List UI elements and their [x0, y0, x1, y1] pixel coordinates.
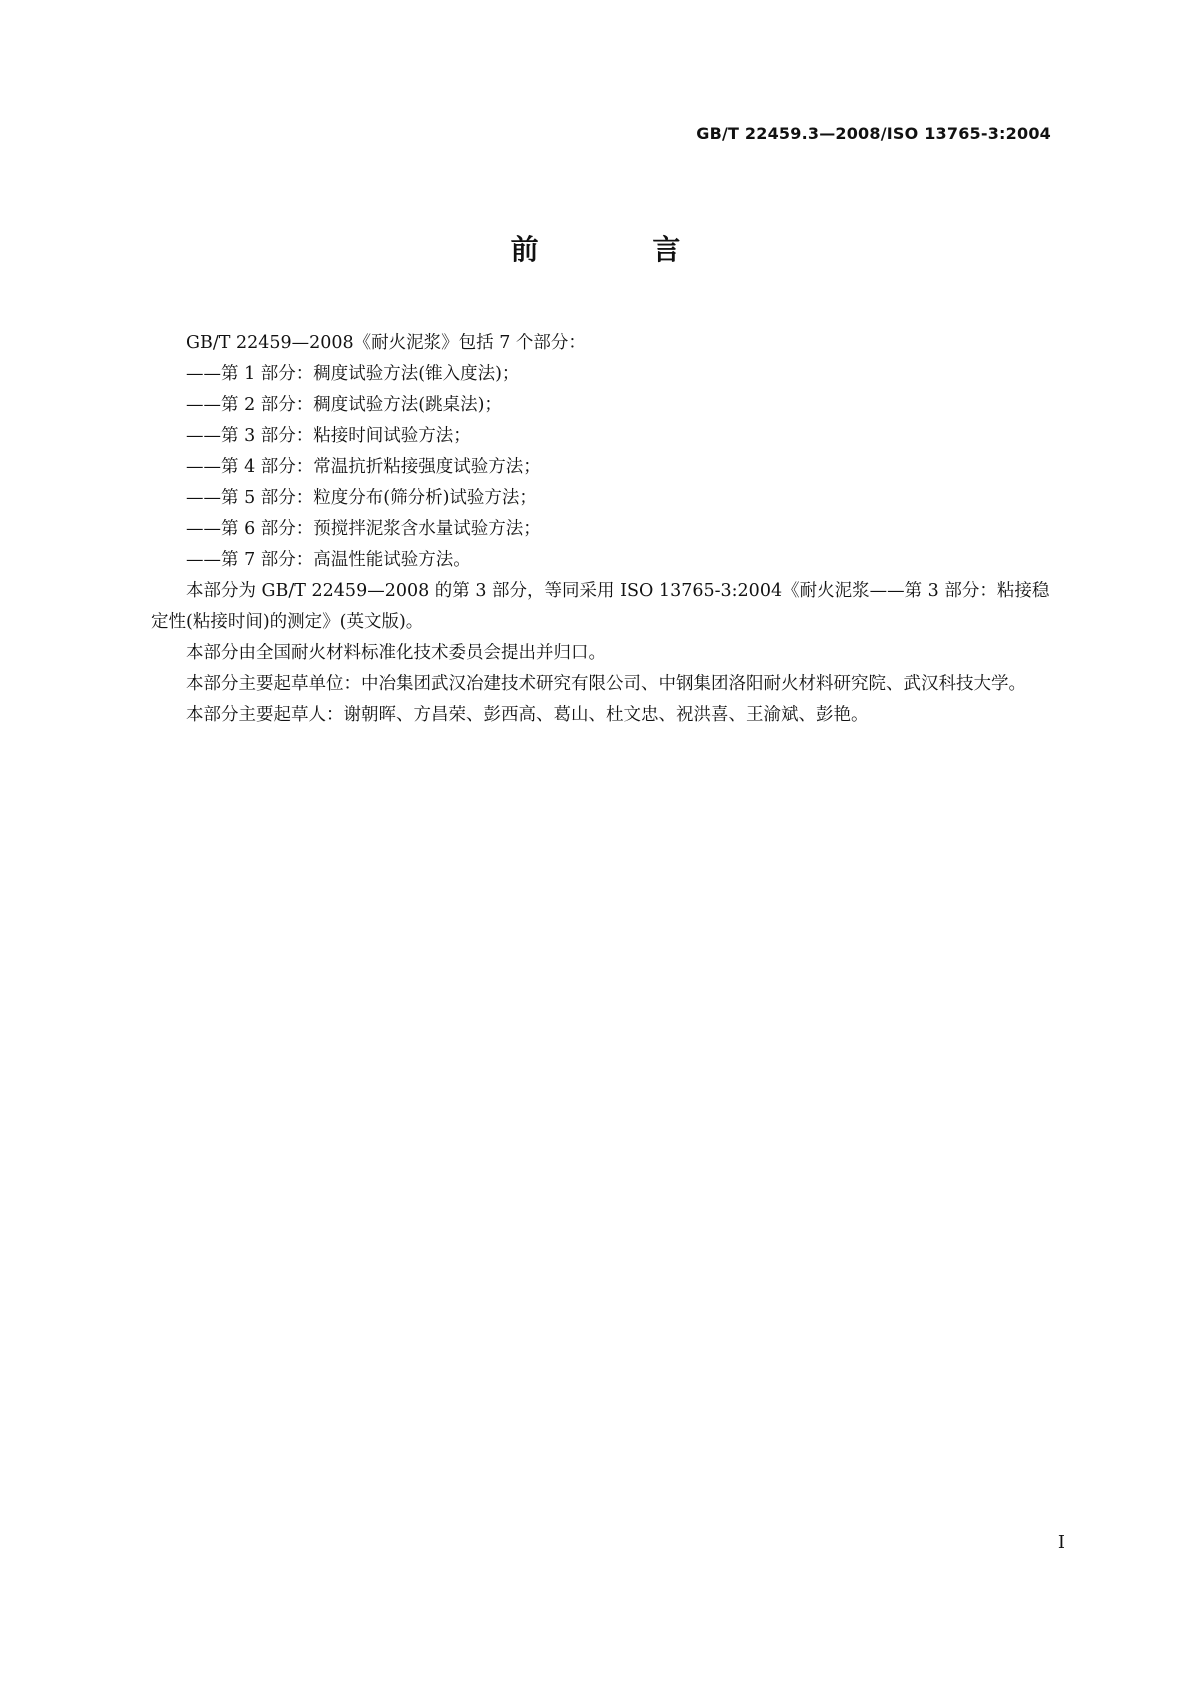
page-title: 前 言	[510, 233, 733, 266]
intro-paragraph: GB/T 22459—2008《耐火泥浆》包括 7 个部分：	[186, 333, 586, 353]
part-list-item: ——第 1 部分：稠度试验方法(锥入度法)；	[186, 364, 520, 384]
part-list-item: ——第 3 部分：粘接时间试验方法；	[186, 426, 471, 446]
adoption-paragraph: 本部分为 GB/T 22459—2008 的第 3 部分，等同采用 ISO 13765-3:2004《耐火泥浆——第 3 部分：粘接稳定性(粘接时间)的测定》(英文版)。	[151, 581, 1050, 632]
page-number: I	[1057, 1532, 1065, 1553]
part-list-item: ——第 4 部分：常温抗折粘接强度试验方法；	[186, 457, 541, 477]
part-list-item: ——第 2 部分：稠度试验方法(跳桌法)；	[186, 395, 502, 415]
drafters-paragraph: 本部分主要起草人：谢朝晖、方昌荣、彭西高、葛山、杜文忠、祝洪喜、王渝斌、彭艳。	[186, 705, 869, 725]
drafting-units-paragraph: 本部分主要起草单位：中冶集团武汉冶建技术研究有限公司、中钢集团洛阳耐火材料研究院、武汉科技大学。	[186, 674, 1026, 694]
part-list-item: ——第 5 部分：粒度分布(筛分析)试验方法；	[186, 488, 537, 508]
standard-code: GB/T 22459.3—2008/ISO 13765-3:2004	[696, 124, 1051, 143]
committee-paragraph: 本部分由全国耐火材料标准化技术委员会提出并归口。	[186, 643, 606, 663]
foreword-body	[151, 328, 1057, 731]
part-list-item: ——第 7 部分：高温性能试验方法。	[186, 550, 471, 570]
part-list-item: ——第 6 部分：预搅拌泥浆含水量试验方法；	[186, 519, 541, 539]
